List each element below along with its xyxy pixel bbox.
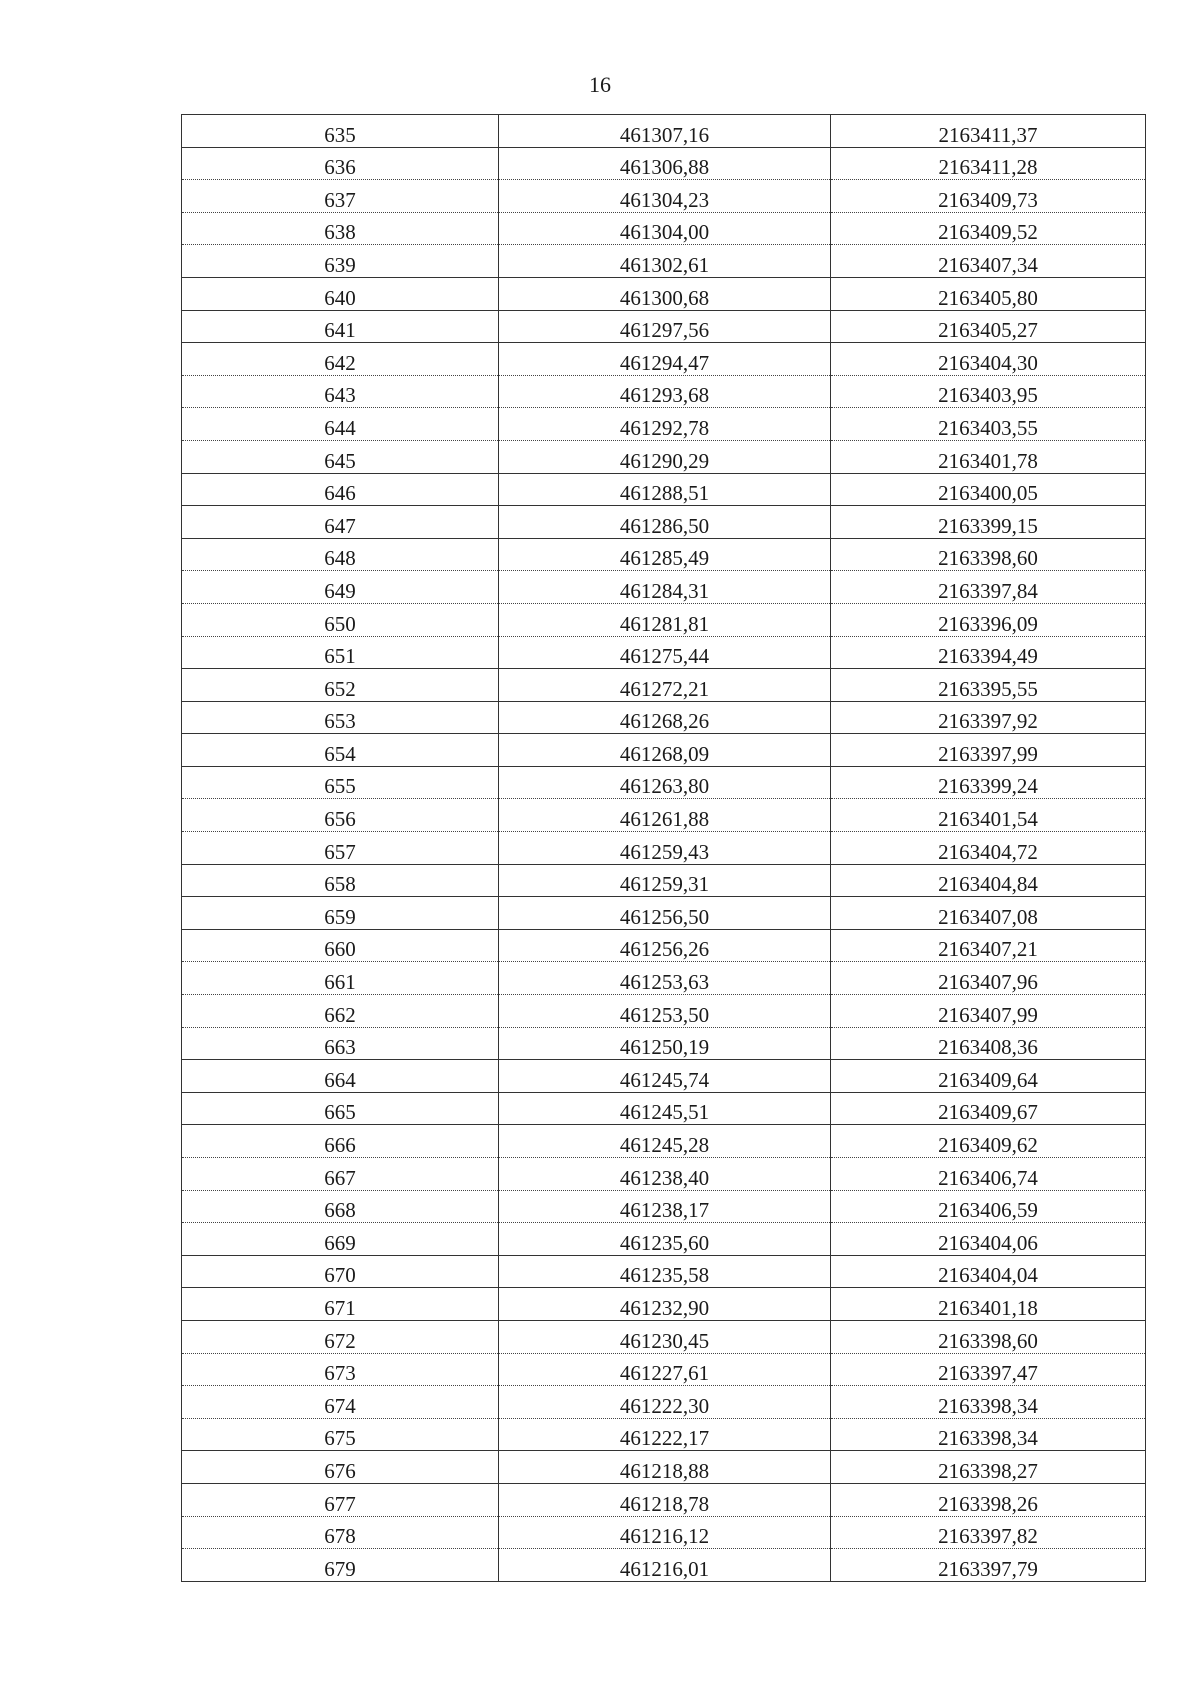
y-coordinate-cell: 2163404,72	[831, 832, 1146, 865]
y-coordinate-cell: 2163407,21	[831, 929, 1146, 962]
table-row	[182, 636, 1146, 669]
y-coordinate-cell: 2163405,80	[831, 277, 1146, 310]
y-coordinate-cell: 2163409,52	[831, 212, 1146, 245]
table-row	[182, 180, 1146, 213]
point-number-cell: 637	[182, 180, 499, 213]
table-row	[182, 1255, 1146, 1288]
y-coordinate-cell: 2163398,34	[831, 1418, 1146, 1451]
table-row	[182, 766, 1146, 799]
x-coordinate-cell: 461304,23	[499, 180, 831, 213]
coordinates-table-body	[182, 115, 1146, 1582]
point-number-cell: 645	[182, 440, 499, 473]
point-number-cell: 640	[182, 277, 499, 310]
y-coordinate-cell: 2163409,62	[831, 1125, 1146, 1158]
x-coordinate-cell: 461235,60	[499, 1223, 831, 1256]
x-coordinate-cell: 461216,01	[499, 1549, 831, 1582]
table-row	[182, 669, 1146, 702]
point-number-cell: 665	[182, 1092, 499, 1125]
y-coordinate-cell: 2163401,18	[831, 1288, 1146, 1321]
point-number-cell: 671	[182, 1288, 499, 1321]
point-number-cell: 639	[182, 245, 499, 278]
y-coordinate-cell: 2163401,54	[831, 799, 1146, 832]
y-coordinate-cell: 2163406,59	[831, 1190, 1146, 1223]
y-coordinate-cell: 2163407,08	[831, 897, 1146, 930]
y-coordinate-cell: 2163404,84	[831, 864, 1146, 897]
point-number-cell: 662	[182, 995, 499, 1028]
y-coordinate-cell: 2163411,37	[831, 115, 1146, 148]
x-coordinate-cell: 461293,68	[499, 375, 831, 408]
x-coordinate-cell: 461261,88	[499, 799, 831, 832]
point-number-cell: 647	[182, 506, 499, 539]
x-coordinate-cell: 461235,58	[499, 1255, 831, 1288]
x-coordinate-cell: 461268,09	[499, 734, 831, 767]
point-number-cell: 651	[182, 636, 499, 669]
y-coordinate-cell: 2163397,82	[831, 1516, 1146, 1549]
x-coordinate-cell: 461245,28	[499, 1125, 831, 1158]
point-number-cell: 644	[182, 408, 499, 441]
point-number-cell: 641	[182, 310, 499, 343]
page-number: 16	[589, 72, 611, 97]
x-coordinate-cell: 461253,63	[499, 962, 831, 995]
point-number-cell: 652	[182, 669, 499, 702]
x-coordinate-cell: 461307,16	[499, 115, 831, 148]
y-coordinate-cell: 2163407,99	[831, 995, 1146, 1028]
x-coordinate-cell: 461227,61	[499, 1353, 831, 1386]
y-coordinate-cell: 2163408,36	[831, 1027, 1146, 1060]
point-number-cell: 642	[182, 343, 499, 376]
table-row	[182, 538, 1146, 571]
point-number-cell: 673	[182, 1353, 499, 1386]
y-coordinate-cell: 2163399,24	[831, 766, 1146, 799]
y-coordinate-cell: 2163403,55	[831, 408, 1146, 441]
table-row	[182, 929, 1146, 962]
table-row	[182, 962, 1146, 995]
x-coordinate-cell: 461288,51	[499, 473, 831, 506]
y-coordinate-cell: 2163407,96	[831, 962, 1146, 995]
table-row	[182, 1418, 1146, 1451]
y-coordinate-cell: 2163406,74	[831, 1158, 1146, 1191]
table-row	[182, 1223, 1146, 1256]
table-row	[182, 1353, 1146, 1386]
table-row	[182, 1549, 1146, 1582]
y-coordinate-cell: 2163398,34	[831, 1386, 1146, 1419]
x-coordinate-cell: 461250,19	[499, 1027, 831, 1060]
x-coordinate-cell: 461218,88	[499, 1451, 831, 1484]
x-coordinate-cell: 461256,50	[499, 897, 831, 930]
point-number-cell: 657	[182, 832, 499, 865]
y-coordinate-cell: 2163411,28	[831, 147, 1146, 180]
table-row	[182, 995, 1146, 1028]
x-coordinate-cell: 461232,90	[499, 1288, 831, 1321]
point-number-cell: 638	[182, 212, 499, 245]
table-row	[182, 277, 1146, 310]
table-row	[182, 506, 1146, 539]
point-number-cell: 678	[182, 1516, 499, 1549]
y-coordinate-cell: 2163407,34	[831, 245, 1146, 278]
x-coordinate-cell: 461238,40	[499, 1158, 831, 1191]
table-row	[182, 1060, 1146, 1093]
y-coordinate-cell: 2163395,55	[831, 669, 1146, 702]
x-coordinate-cell: 461222,30	[499, 1386, 831, 1419]
x-coordinate-cell: 461238,17	[499, 1190, 831, 1223]
table-row	[182, 1190, 1146, 1223]
y-coordinate-cell: 2163409,67	[831, 1092, 1146, 1125]
point-number-cell: 635	[182, 115, 499, 148]
y-coordinate-cell: 2163409,73	[831, 180, 1146, 213]
table-row	[182, 1125, 1146, 1158]
x-coordinate-cell: 461216,12	[499, 1516, 831, 1549]
table-row	[182, 832, 1146, 865]
y-coordinate-cell: 2163409,64	[831, 1060, 1146, 1093]
x-coordinate-cell: 461292,78	[499, 408, 831, 441]
y-coordinate-cell: 2163396,09	[831, 603, 1146, 636]
x-coordinate-cell: 461268,26	[499, 701, 831, 734]
point-number-cell: 669	[182, 1223, 499, 1256]
x-coordinate-cell: 461302,61	[499, 245, 831, 278]
y-coordinate-cell: 2163397,79	[831, 1549, 1146, 1582]
x-coordinate-cell: 461294,47	[499, 343, 831, 376]
point-number-cell: 653	[182, 701, 499, 734]
x-coordinate-cell: 461306,88	[499, 147, 831, 180]
x-coordinate-cell: 461218,78	[499, 1483, 831, 1516]
y-coordinate-cell: 2163394,49	[831, 636, 1146, 669]
y-coordinate-cell: 2163400,05	[831, 473, 1146, 506]
table-row	[182, 1320, 1146, 1353]
x-coordinate-cell: 461230,45	[499, 1320, 831, 1353]
table-row	[182, 147, 1146, 180]
table-row	[182, 1483, 1146, 1516]
x-coordinate-cell: 461259,31	[499, 864, 831, 897]
table-row	[182, 1092, 1146, 1125]
y-coordinate-cell: 2163404,06	[831, 1223, 1146, 1256]
x-coordinate-cell: 461284,31	[499, 571, 831, 604]
y-coordinate-cell: 2163398,60	[831, 1320, 1146, 1353]
table-row	[182, 115, 1146, 148]
x-coordinate-cell: 461286,50	[499, 506, 831, 539]
y-coordinate-cell: 2163397,47	[831, 1353, 1146, 1386]
y-coordinate-cell: 2163404,04	[831, 1255, 1146, 1288]
x-coordinate-cell: 461281,81	[499, 603, 831, 636]
table-row	[182, 343, 1146, 376]
point-number-cell: 675	[182, 1418, 499, 1451]
point-number-cell: 636	[182, 147, 499, 180]
y-coordinate-cell: 2163397,92	[831, 701, 1146, 734]
x-coordinate-cell: 461222,17	[499, 1418, 831, 1451]
x-coordinate-cell: 461304,00	[499, 212, 831, 245]
y-coordinate-cell: 2163404,30	[831, 343, 1146, 376]
table-row	[182, 1027, 1146, 1060]
point-number-cell: 655	[182, 766, 499, 799]
x-coordinate-cell: 461253,50	[499, 995, 831, 1028]
x-coordinate-cell: 461245,74	[499, 1060, 831, 1093]
point-number-cell: 679	[182, 1549, 499, 1582]
table-row	[182, 1386, 1146, 1419]
point-number-cell: 656	[182, 799, 499, 832]
x-coordinate-cell: 461300,68	[499, 277, 831, 310]
table-row	[182, 701, 1146, 734]
table-row	[182, 408, 1146, 441]
point-number-cell: 650	[182, 603, 499, 636]
point-number-cell: 661	[182, 962, 499, 995]
table-row	[182, 440, 1146, 473]
x-coordinate-cell: 461297,56	[499, 310, 831, 343]
point-number-cell: 648	[182, 538, 499, 571]
table-row	[182, 571, 1146, 604]
x-coordinate-cell: 461256,26	[499, 929, 831, 962]
x-coordinate-cell: 461245,51	[499, 1092, 831, 1125]
y-coordinate-cell: 2163398,26	[831, 1483, 1146, 1516]
point-number-cell: 677	[182, 1483, 499, 1516]
y-coordinate-cell: 2163403,95	[831, 375, 1146, 408]
point-number-cell: 666	[182, 1125, 499, 1158]
x-coordinate-cell: 461263,80	[499, 766, 831, 799]
coordinates-table	[181, 114, 1146, 1582]
y-coordinate-cell: 2163398,60	[831, 538, 1146, 571]
point-number-cell: 676	[182, 1451, 499, 1484]
table-row	[182, 1451, 1146, 1484]
point-number-cell: 654	[182, 734, 499, 767]
point-number-cell: 659	[182, 897, 499, 930]
point-number-cell: 658	[182, 864, 499, 897]
y-coordinate-cell: 2163397,99	[831, 734, 1146, 767]
x-coordinate-cell: 461290,29	[499, 440, 831, 473]
y-coordinate-cell: 2163405,27	[831, 310, 1146, 343]
table-row	[182, 1288, 1146, 1321]
x-coordinate-cell: 461285,49	[499, 538, 831, 571]
table-row	[182, 212, 1146, 245]
point-number-cell: 664	[182, 1060, 499, 1093]
point-number-cell: 643	[182, 375, 499, 408]
table-row	[182, 864, 1146, 897]
point-number-cell: 660	[182, 929, 499, 962]
point-number-cell: 646	[182, 473, 499, 506]
point-number-cell: 649	[182, 571, 499, 604]
table-row	[182, 1158, 1146, 1191]
point-number-cell: 667	[182, 1158, 499, 1191]
table-row	[182, 1516, 1146, 1549]
table-row	[182, 375, 1146, 408]
table-row	[182, 245, 1146, 278]
point-number-cell: 670	[182, 1255, 499, 1288]
table-row	[182, 897, 1146, 930]
table-row	[182, 799, 1146, 832]
y-coordinate-cell: 2163397,84	[831, 571, 1146, 604]
table-row	[182, 603, 1146, 636]
table-row	[182, 473, 1146, 506]
y-coordinate-cell: 2163399,15	[831, 506, 1146, 539]
x-coordinate-cell: 461275,44	[499, 636, 831, 669]
x-coordinate-cell: 461272,21	[499, 669, 831, 702]
point-number-cell: 674	[182, 1386, 499, 1419]
table-row	[182, 310, 1146, 343]
point-number-cell: 668	[182, 1190, 499, 1223]
point-number-cell: 663	[182, 1027, 499, 1060]
x-coordinate-cell: 461259,43	[499, 832, 831, 865]
y-coordinate-cell: 2163398,27	[831, 1451, 1146, 1484]
table-row	[182, 734, 1146, 767]
y-coordinate-cell: 2163401,78	[831, 440, 1146, 473]
point-number-cell: 672	[182, 1320, 499, 1353]
